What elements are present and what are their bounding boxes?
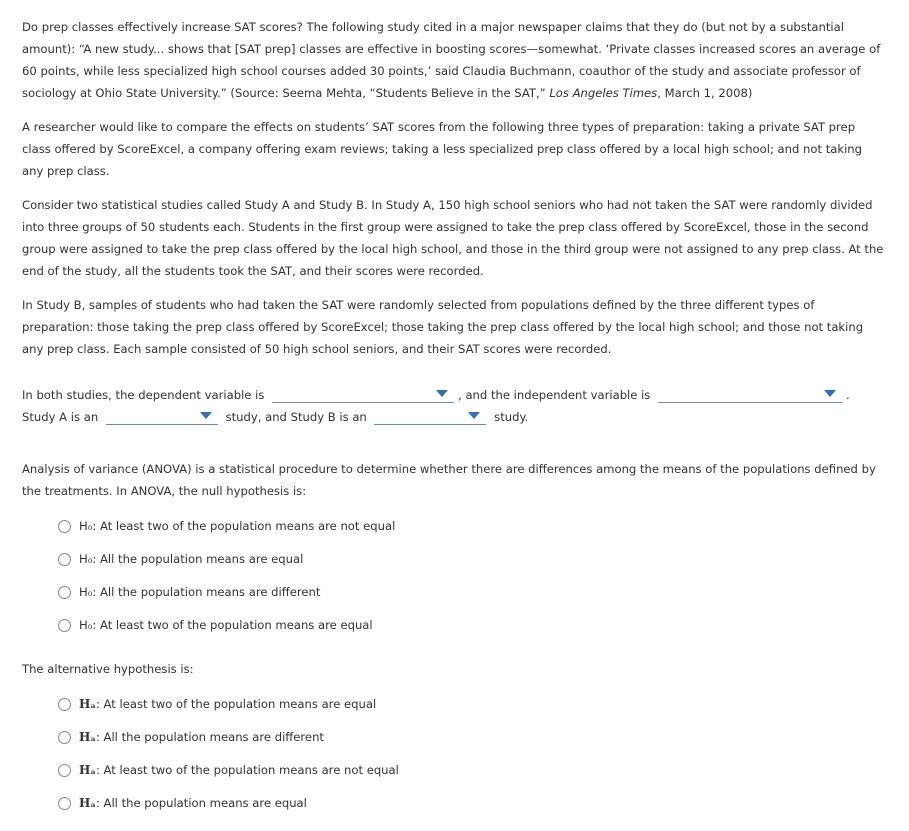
radio-button[interactable] bbox=[58, 619, 71, 632]
study-b-type-dropdown[interactable] bbox=[374, 408, 486, 425]
null-option-label: All the population means are equal bbox=[99, 552, 304, 566]
chevron-down-icon bbox=[200, 412, 212, 419]
researcher-paragraph: A researcher would like to compare the effects on students’ SAT scores from the following three types of preparation: taking a private SAT prep class offered by ScoreExcel, a company offering exam reviews; taking a less specialized prep class offered by a local high school; and not taking any prep class. bbox=[22, 120, 863, 178]
source-title: Los Angeles Times bbox=[549, 86, 658, 100]
source-date: , March 1, 2008) bbox=[657, 86, 753, 100]
null-hypothesis-options bbox=[58, 518, 884, 650]
null-option-1[interactable]: H₀: At least two of the population means are not equal bbox=[58, 518, 884, 551]
alt-option-4[interactable]: Hₐ: All the population means are equal bbox=[58, 795, 884, 828]
independent-variable-dropdown[interactable] bbox=[658, 386, 842, 403]
study-a-type-dropdown[interactable] bbox=[106, 408, 218, 425]
null-option-label: At least two of the population means are not equal bbox=[99, 519, 396, 533]
study-a-paragraph: Consider two statistical studies called Study A and Study B. In Study A, 150 high school seniors who had not taken the SAT were randomly divided into three groups of 50 students each. Students in the first group were assigned to take the prep class offered by ScoreExcel, those in the second group were assigned to take the prep class offered by the local high school, and those in the third group were not assigned to any prep class. At the end of the study, all the students took the SAT, and their scores were recorded. bbox=[22, 198, 884, 278]
alternative-hypothesis-options bbox=[58, 696, 884, 828]
radio-button[interactable] bbox=[58, 731, 71, 744]
alternative-hypothesis-question: The alternative hypothesis is: bbox=[22, 662, 194, 676]
null-option-2[interactable]: H₀: All the population means are equal bbox=[58, 551, 884, 584]
fill-text-3: . Study A is an bbox=[22, 388, 850, 424]
null-option-label: At least two of the population means are equal bbox=[99, 618, 373, 632]
fill-text-1: In both studies, the dependent variable is bbox=[22, 388, 265, 402]
study-b-paragraph: In Study B, samples of students who had taken the SAT were randomly selected from populations defined by the three different types of preparation: those taking the prep class offered by ScoreExcel; those taking the prep class offered by the local high school; and those not taking any prep class. Each sample consisted of 50 high school seniors, and their SAT scores were recorded. bbox=[22, 298, 864, 356]
radio-button[interactable] bbox=[58, 553, 71, 566]
intro-paragraph bbox=[22, 16, 884, 104]
chevron-down-icon bbox=[824, 390, 836, 397]
anova-question: Analysis of variance (ANOVA) is a statistical procedure to determine whether there are differences among the means of the populations defined by the treatments. In ANOVA, the null hypothesis is: bbox=[22, 462, 876, 498]
fill-text-4: study, and Study B is an bbox=[225, 410, 367, 424]
alt-option-2[interactable]: Hₐ: All the population means are different bbox=[58, 729, 884, 762]
null-option-3[interactable]: H₀: All the population means are different bbox=[58, 584, 884, 617]
alt-option-3[interactable]: Hₐ: At least two of the population means are not equal bbox=[58, 762, 884, 795]
radio-button[interactable] bbox=[58, 698, 71, 711]
null-option-4[interactable]: H₀: At least two of the population means are equal bbox=[58, 617, 884, 650]
alt-option-label: All the population means are different bbox=[103, 730, 324, 744]
alt-option-label: At least two of the population means are equal bbox=[103, 697, 377, 711]
intro-text: Do prep classes effectively increase SAT scores? The following study cited in a major newspaper claims that they do (but not by a substantial amount): “A new study... shows that [SAT prep] classes are effective in boosting scores—somewhat. ‘Private classes increased scores an average of 60 points, while less specialized high school courses added 30 points,’ said Claudia Buchmann, coauthor of the study and associate professor of sociology at Ohio State University.” (Source: Seema Mehta, “Students Believe in the SAT,” bbox=[22, 20, 881, 100]
radio-button[interactable] bbox=[58, 586, 71, 599]
chevron-down-icon bbox=[468, 412, 480, 419]
null-option-label: All the population means are different bbox=[99, 585, 321, 599]
fill-text-5: study. bbox=[494, 410, 529, 424]
radio-button[interactable] bbox=[58, 764, 71, 777]
radio-button[interactable] bbox=[58, 797, 71, 810]
alt-option-1[interactable]: Hₐ: At least two of the population means are equal bbox=[58, 696, 884, 729]
question-content bbox=[22, 16, 884, 828]
chevron-down-icon bbox=[436, 390, 448, 397]
fill-text-2: , and the independent variable is bbox=[458, 388, 651, 402]
dependent-variable-dropdown[interactable] bbox=[272, 386, 454, 403]
alt-option-label: At least two of the population means are not equal bbox=[103, 763, 399, 777]
fill-in-sentence bbox=[22, 384, 884, 428]
radio-button[interactable] bbox=[58, 520, 71, 533]
alt-option-label: All the population means are equal bbox=[103, 796, 307, 810]
